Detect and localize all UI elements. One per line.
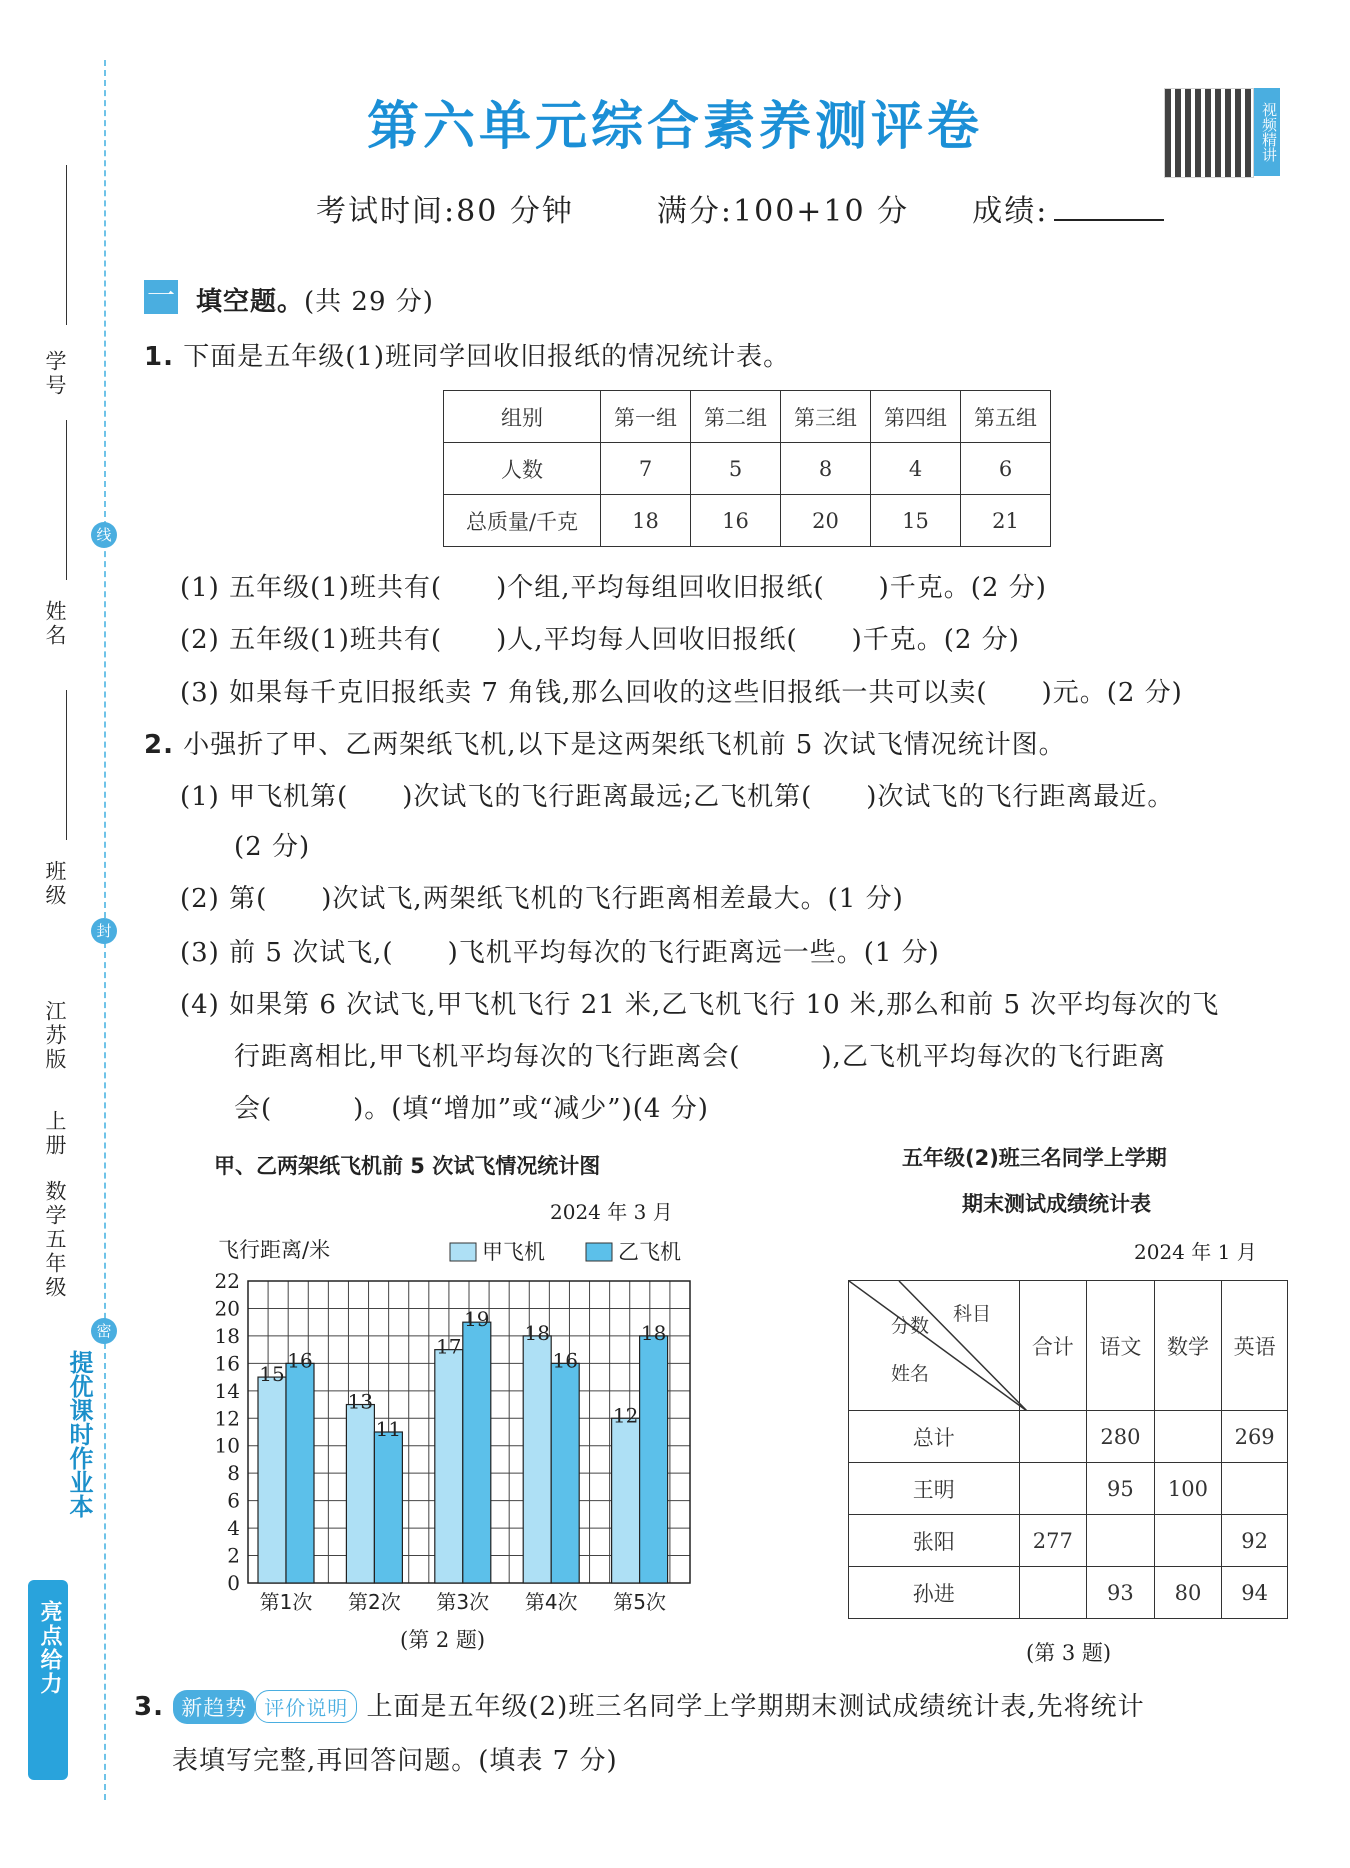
q3-cell: 269 [1222,1411,1288,1463]
bar [463,1322,491,1583]
student-no-label: 学号 [43,350,67,398]
q2-caption: (第 2 题) [400,1628,486,1652]
qr-code-icon[interactable] [1164,88,1254,178]
y-tick-label: 14 [214,1378,240,1403]
x-tick-label: 第5次 [613,1590,666,1614]
table-row [444,495,1051,547]
q1-header-cell: 第二组 [691,391,781,443]
q3-cell: 280 [1087,1411,1155,1463]
score-blank[interactable] [1054,219,1164,221]
time-label: 考试时间:80 分钟 [316,194,574,229]
q3-cell: 王明 [849,1463,1020,1515]
corner-subject: 科目 [953,1303,992,1325]
q3-table [848,1280,1288,1618]
section-points: (共 29 分) [304,287,434,317]
q1-cell: 6 [961,443,1051,495]
q2-sub4c[interactable]: 会( )。(填“增加”或“减少”)(4 分) [234,1094,709,1124]
bar [374,1432,402,1583]
q3-cell: 孙进 [849,1567,1020,1619]
table-row [849,1515,1288,1567]
x-tick-label: 第3次 [436,1590,490,1614]
q3-cell: 张阳 [849,1515,1020,1567]
q1-cell: 15 [871,495,961,547]
bar [612,1418,640,1583]
q3-corner-cell [849,1281,1020,1411]
y-tick-label: 10 [214,1433,240,1458]
full-score-label: 满分:100+10 分 [656,194,910,229]
q3-cell: 100 [1154,1463,1222,1515]
bar-data-label: 19 [464,1307,490,1332]
y-tick-label: 20 [214,1296,240,1321]
q2-sub4b[interactable]: 行距离相比,甲飞机平均每次的飞行距离会( ),乙飞机平均每次的飞行距离 [234,1042,1166,1072]
name-label: 姓名 [43,600,67,648]
table-row [849,1567,1288,1619]
chart-date: 2024 年 3 月 [550,1200,673,1224]
section-badge: 一 [144,280,178,314]
y-tick-label: 8 [227,1461,240,1486]
q3-table-grid [848,1280,1288,1619]
bar-chart [200,1235,720,1625]
mark-line-badge: 线 [91,522,117,548]
q2-sub2[interactable]: (2) 第( )次试飞,两架纸飞机的飞行距离相差最大。(1 分) [180,884,904,914]
q3-text-b: 表填写完整,再回答问题。(填表 7 分) [172,1746,618,1776]
bar-data-label: 18 [640,1320,667,1345]
page-title: 第六单元综合素养测评卷 [366,96,983,157]
q1-cell: 7 [601,443,691,495]
corner-score: 分数 [891,1315,930,1337]
evaluation-tag[interactable]: 评价说明 [255,1690,357,1723]
class-label: 班级 [43,860,67,908]
legend-swatch [450,1243,476,1261]
q3-cell: 277 [1019,1515,1087,1567]
grade-label: 数学五年级 [43,1180,67,1300]
bar-data-label: 13 [347,1389,374,1414]
q3-cell: 总计 [849,1411,1020,1463]
bar-data-label: 12 [612,1403,639,1428]
section-title: 填空题。 [196,287,305,317]
q1-header-cell: 第三组 [781,391,871,443]
q1-cell: 总质量/千克 [444,495,601,547]
q1-sub3[interactable]: (3) 如果每千克旧报纸卖 7 角钱,那么回收的这些旧报纸一共可以卖( )元。(2 分) [180,678,1183,708]
q3-cell: 94 [1222,1567,1288,1619]
y-tick-label: 0 [227,1571,240,1595]
q3-cell: 95 [1087,1463,1155,1515]
q2-number: 2. [144,730,174,760]
x-tick-label: 第1次 [259,1590,313,1614]
q1-number: 1. [144,342,174,372]
q1-cell: 人数 [444,443,601,495]
q1-cell: 8 [781,443,871,495]
q1-cell: 4 [871,443,961,495]
q3-header-cell: 英语 [1222,1281,1288,1411]
q3-table-date: 2024 年 1 月 [1134,1240,1257,1264]
score-label: 成绩: [972,194,1049,229]
q1-header-cell: 第一组 [601,391,691,443]
q3-cell[interactable] [1087,1515,1155,1567]
bar [435,1350,463,1583]
exam-info [316,186,1164,230]
q1-header-cell: 第五组 [961,391,1051,443]
q1-stem [144,336,790,373]
bar-data-label: 11 [375,1417,402,1441]
legend-swatch [586,1243,612,1261]
q1-cell: 21 [961,495,1051,547]
new-trend-tag: 新趋势 [173,1690,255,1724]
q3-cell: 92 [1222,1515,1288,1567]
q2-text: 小强折了甲、乙两架纸飞机,以下是这两架纸飞机前 5 次试飞情况统计图。 [183,730,1066,760]
student-no-line [66,165,67,325]
table-row [444,443,1051,495]
q1-header-cell: 组别 [444,391,601,443]
q3-table-title2: 期末测试成绩统计表 [962,1192,1151,1216]
name-line [66,420,67,580]
q3-text-a: 上面是五年级(2)班三名同学上学期期末测试成绩统计表,先将统计 [366,1692,1145,1722]
y-tick-label: 22 [214,1269,240,1293]
mark-seal-badge: 封 [91,918,117,944]
y-tick-label: 12 [214,1406,240,1431]
bar [523,1336,551,1583]
q3-cell[interactable] [1019,1567,1087,1619]
q3-cell[interactable] [1019,1463,1087,1515]
q3-header-cell: 语文 [1087,1281,1155,1411]
brand-subtitle: 提优课时作业本 [65,1350,93,1518]
q1-table [443,390,1051,547]
q3-number: 3. [134,1692,164,1722]
q3-header-cell: 数学 [1154,1281,1222,1411]
bar-data-label: 18 [524,1320,550,1345]
q3-cell: 80 [1154,1567,1222,1619]
q1-cell: 18 [601,495,691,547]
chart-title: 甲、乙两架纸飞机前 5 次试飞情况统计图 [214,1154,601,1178]
brand-logo-text: 亮点给力 [37,1600,62,1696]
y-tick-label: 16 [214,1351,240,1376]
q2-sub1a[interactable]: (1) 甲飞机第( )次试飞的飞行距离最远;乙飞机第( )次试飞的飞行距离最近。 [180,782,1175,812]
q3-cell[interactable] [1154,1411,1222,1463]
y-tick-label: 6 [227,1488,240,1513]
q3-table-header [849,1281,1288,1411]
q3-cell: 93 [1087,1567,1155,1619]
q3-stem [134,1686,1145,1724]
legend-label: 甲飞机 [482,1240,545,1264]
q1-table-header [444,391,1051,443]
legend-label: 乙飞机 [618,1240,681,1264]
q2-sub4a[interactable]: (4) 如果第 6 次试飞,甲飞机飞行 21 米,乙飞机飞行 10 米,那么和前 5 次平均每次的飞 [180,990,1220,1020]
q1-cell: 20 [781,495,871,547]
bar [346,1405,374,1583]
table-row [849,1463,1288,1515]
y-tick-label: 2 [227,1543,240,1568]
q2-sub3[interactable]: (3) 前 5 次试飞,( )飞机平均每次的飞行距离远一些。(1 分) [180,938,940,968]
bar [258,1377,286,1583]
q3-caption: (第 3 题) [1026,1641,1112,1665]
bar-data-label: 16 [552,1348,578,1373]
corner-name: 姓名 [891,1363,930,1385]
bar [286,1363,314,1583]
bar-data-label: 15 [259,1362,285,1387]
q3-cell[interactable] [1154,1515,1222,1567]
bar [640,1336,668,1583]
bar-data-label: 17 [436,1334,462,1359]
video-tag: 视频精讲 [1254,88,1280,176]
class-line [66,690,67,840]
q3-cell[interactable] [1222,1463,1288,1515]
q1-sub2[interactable]: (2) 五年级(1)班共有( )人,平均每人回收旧报纸( )千克。(2 分) [180,625,1020,655]
q1-header-cell: 第四组 [871,391,961,443]
q1-cell: 16 [691,495,781,547]
edition-label: 江苏版 [43,1000,67,1072]
bar [551,1363,579,1583]
volume-label: 上册 [43,1110,67,1158]
y-tick-label: 4 [227,1516,240,1541]
q3-table-title1: 五年级(2)班三名同学上学期 [902,1146,1167,1170]
q1-cell: 5 [691,443,781,495]
corner-diagonals [849,1281,1027,1411]
q2-sub1b: (2 分) [234,832,311,862]
table-row [849,1411,1288,1463]
q2-stem [144,724,1066,761]
section-heading [196,281,434,318]
bar-data-label: 16 [287,1348,313,1373]
x-tick-label: 第4次 [524,1590,578,1614]
q1-sub1[interactable]: (1) 五年级(1)班共有( )个组,平均每组回收旧报纸( )千克。(2 分) [180,573,1047,603]
mark-seal2-badge: 密 [91,1318,117,1344]
y-axis-label: 飞行距离/米 [218,1238,331,1262]
q1-text: 下面是五年级(1)班同学回收旧报纸的情况统计表。 [183,342,791,372]
q3-header-cell: 合计 [1019,1281,1087,1411]
x-tick-label: 第2次 [348,1590,401,1614]
q3-cell[interactable] [1019,1411,1087,1463]
y-tick-label: 18 [214,1323,240,1348]
